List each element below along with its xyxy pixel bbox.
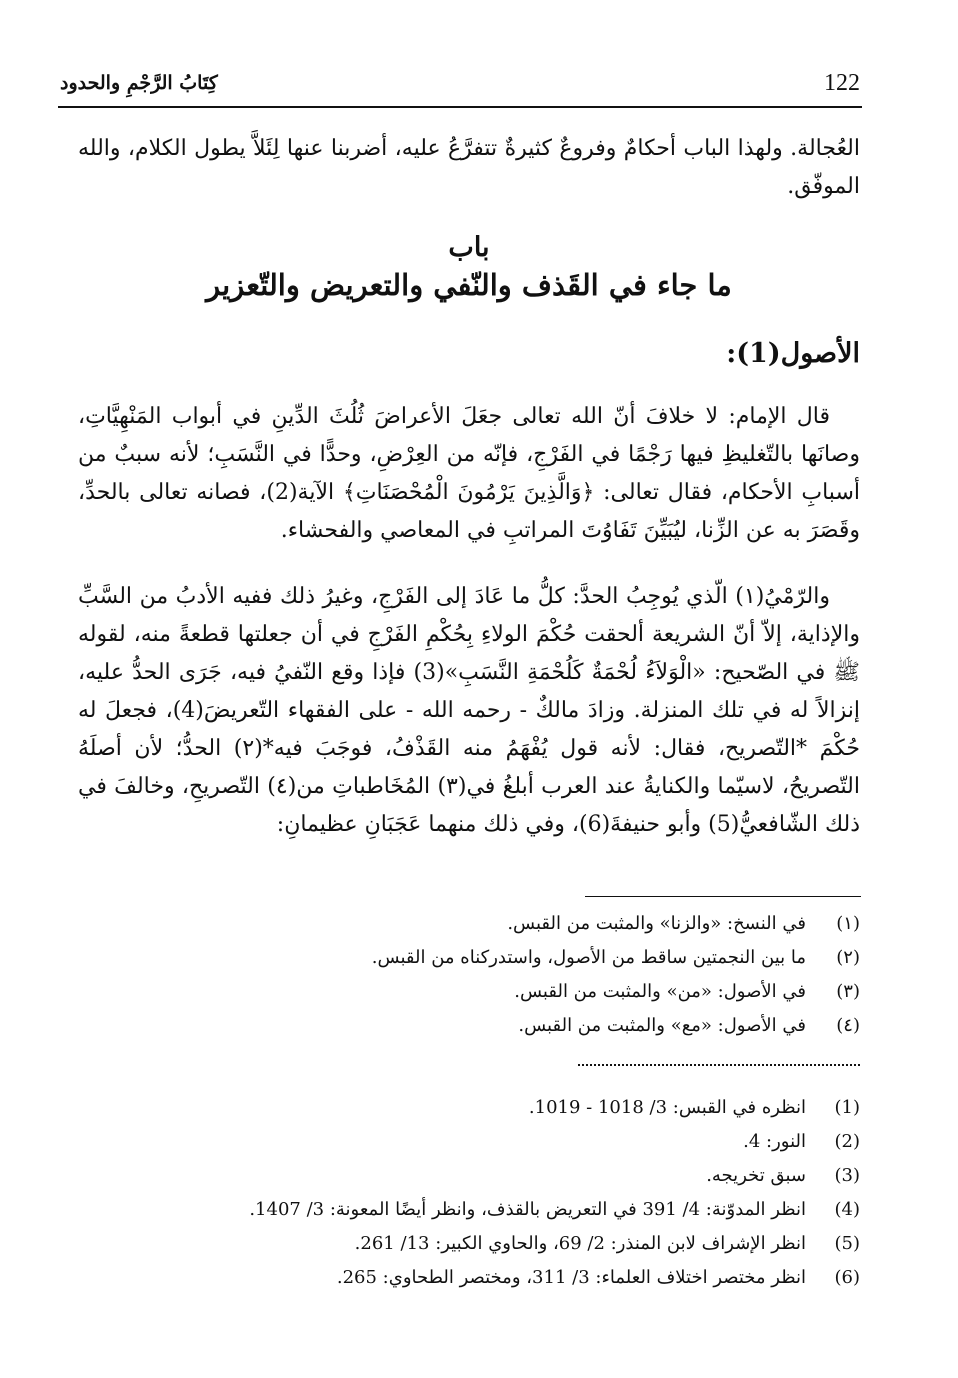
intro-paragraph: العُجالة. ولهذا الباب أحكامٌ وفروعٌ كثيرةٌ تتفرَّعُ عليه، أضربنا عنها لِئَلاَّ يطول الكلام، والله الموفّق. xyxy=(78,136,860,199)
footnote-item xyxy=(200,940,860,974)
body-paragraph-2: والرّمْيُ(١) الّذي يُوجِبُ الحدَّ: كلُّ ما عَادَ إلى الفَرْجِ، وغيرُ ذلك ففيه الأدبُ من السَّبِّ والإذاية، إلاّ أنّ الشريعة ألحقت حُكْمَ الولاءِ بِحُكْمِ الفَرْجِ في أن جعلتها قطعةً منه، لقوله ﷺ في الصّحيح: «الْوَلاَءُ لُحْمَةٌ كَلُحْمَةِ النَّسَبِ»(3) فإذا وقع النّفيُ فيه، جَرَى الحدُّ عليه، إنزالاً له في تلك المنزلة. وزادَ مالكٌ - رحمه الله - على الفقهاء التّعريضَ(4)، فجعلَ له حُكْمَ *التّصريح، فقال: لأنه قول يُفْهَمُ منه القَذْفُ، فوجَبَ فيه*(٢) الحدُّ؛ لأن أصلَهُ التّصريحُ، لاسيّما والكنايةُ عند العرب أبلغُ في(٣) المُخَاطباتِ من(٤) التّصريحِ، وخالفَ في ذلك الشّافعيُّ(5) وأبو حنيفةَ(6)، وفي ذلك منهما عَجَبَانِ عظيمانِ: xyxy=(78,584,861,837)
section-heading: الأصول(1): xyxy=(726,338,860,369)
footnote-item xyxy=(200,1124,860,1158)
manuscript-footnotes xyxy=(200,906,860,1042)
footnote-number: (4) xyxy=(834,1198,860,1220)
footnote-number: (١) xyxy=(836,912,860,934)
body-paragraph-1: قال الإمام: لا خلافَ أنّ الله تعالى جعَلَ الأعراضَ ثُلُثَ الدِّينِ في أبواب المَنْهِيَّاتِ، وصانَها بالتّغليظِ فيها رَجْمًا في الفَرْجِ، فإنّه من العِرْضِ، وحدًّا في النَّسَبِ؛ لأنه سببٌ من أسبابِ الأحكام، فقال تعالى: ﴿وَالَّذِينَ يَرْمُونَ الْمُحْصَنَاتِ﴾ الآية(2)، فصانه تعالى بالحدِّ، وقَصَرَ به عن الزِّنا، ليُبَيِّنَ تَفَاوُتَ المراتبِ في المعاصي والفحشاء. xyxy=(78,404,860,543)
footnote-text: انظره في القبس: 3/ 1018 - 1019. xyxy=(528,1096,806,1118)
footnote-item xyxy=(200,1192,860,1226)
page-header xyxy=(60,66,860,106)
footnote-number: (3) xyxy=(834,1164,860,1186)
page-number: 122 xyxy=(824,70,860,96)
chapter-label: باب xyxy=(448,232,490,263)
footnote-text: في الأصول: «من» والمثبت من القبس. xyxy=(514,980,806,1002)
footnote-number: (٢) xyxy=(836,946,860,968)
footnote-text: في الأصول: «مع» والمثبت من القبس. xyxy=(518,1014,806,1036)
footnote-item xyxy=(200,906,860,940)
footnote-rule xyxy=(585,896,861,897)
footnote-text: النور: 4. xyxy=(743,1130,806,1152)
footnote-text: انظر المدوّنة: 4/ 391 في التعريض بالقذف، وانظر أيضًا المعونة: 3/ 1407. xyxy=(249,1198,806,1220)
footnote-number: (٣) xyxy=(836,980,860,1002)
footnote-item xyxy=(200,1260,860,1294)
footnote-number: (٤) xyxy=(836,1014,860,1036)
footnote-separator xyxy=(578,1064,860,1066)
footnote-text: انظر مختصر اختلاف العلماء: 3/ 311، ومختصر الطحاوي: 265. xyxy=(336,1266,806,1288)
footnote-number: (1) xyxy=(834,1096,860,1118)
footnote-item xyxy=(200,1158,860,1192)
footnote-number: (6) xyxy=(834,1266,860,1288)
footnote-text: ما بين النجمتين ساقط من الأصول، واستدركناه من القبس. xyxy=(371,946,806,968)
header-rule xyxy=(58,106,862,108)
footnote-item xyxy=(200,974,860,1008)
footnote-number: (5) xyxy=(834,1232,860,1254)
footnote-item xyxy=(200,1008,860,1042)
footnote-item xyxy=(200,1090,860,1124)
footnote-text: سبق تخريجه. xyxy=(706,1164,806,1186)
footnote-text: في النسخ: «والزنا» والمثبت من القبس. xyxy=(507,912,806,934)
footnote-number: (2) xyxy=(834,1130,860,1152)
reference-footnotes xyxy=(200,1090,860,1294)
chapter-title: ما جاء في القَذف والنّفي والتعريض والتّعزير xyxy=(206,268,732,302)
running-title: كِتَابُ الرَّجْمِ والحدود xyxy=(60,72,218,94)
footnote-text: انظر الإشراف لابن المنذر: 2/ 69، والحاوي الكبير: 13/ 261. xyxy=(354,1232,806,1254)
footnote-item xyxy=(200,1226,860,1260)
